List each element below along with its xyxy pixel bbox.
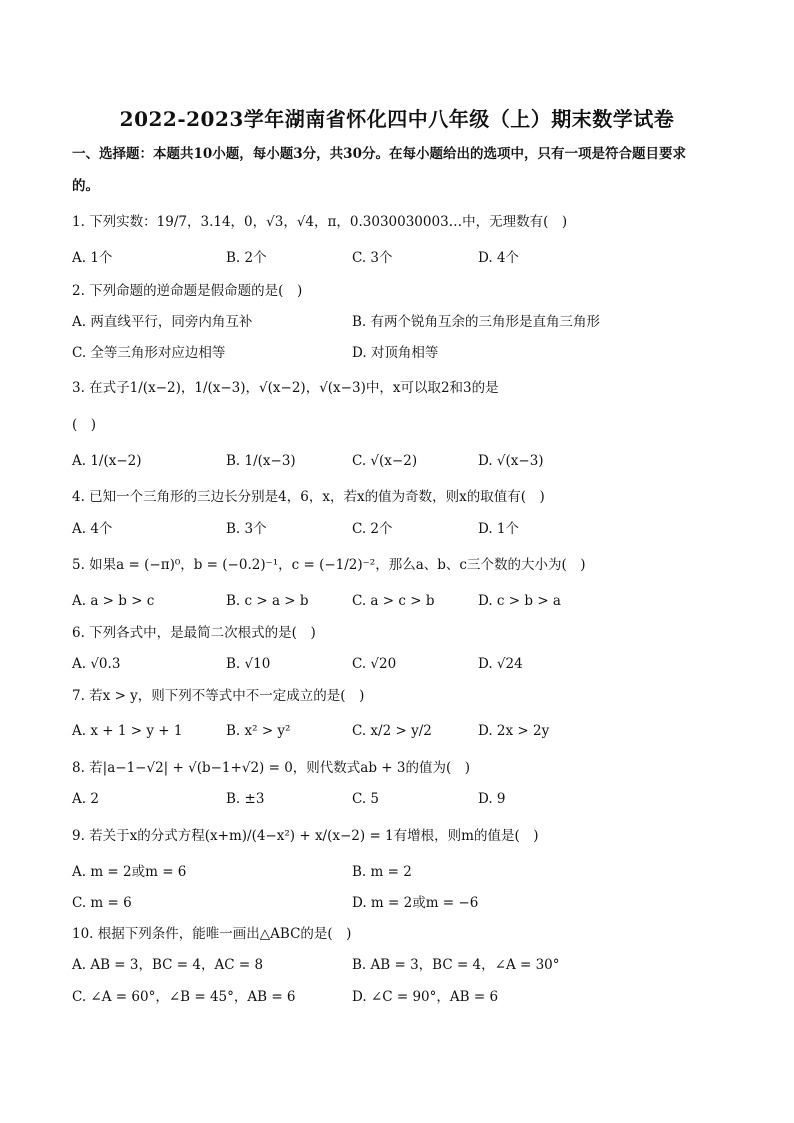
q1-option-b[interactable]: B. 2个 [226, 250, 267, 266]
section-heading: 一、选择题：本题共10小题，每小题3分，共30分。在每小题给出的选项中，只有一项是符合题目要求 [72, 146, 686, 162]
question-3-stem: 3. 在式子1/(x−2)，1/(x−3)，√(x−2)，√(x−3)中，x可以取2和3的是 [72, 380, 499, 396]
q8-option-b[interactable]: B. ±3 [226, 791, 265, 807]
q5-option-d[interactable]: D. c > b > a [478, 593, 561, 609]
q9-option-b[interactable]: B. m = 2 [352, 864, 412, 880]
q5-option-a[interactable]: A. a > b > c [72, 593, 155, 609]
q2-option-c[interactable]: C. 全等三角形对应边相等 [72, 345, 226, 361]
q6-option-b[interactable]: B. √10 [226, 656, 271, 672]
q3-option-c[interactable]: C. √(x−2) [352, 453, 418, 469]
q10-option-c[interactable]: C. ∠A = 60°，∠B = 45°，AB = 6 [72, 989, 296, 1005]
q7-option-c[interactable]: C. x/2 > y/2 [352, 723, 432, 739]
question-5-stem: 5. 如果a = (−π)⁰，b = (−0.2)⁻¹，c = (−1/2)⁻²，那么a、b、c三个数的大小为( ) [72, 557, 586, 573]
q9-option-a[interactable]: A. m = 2或m = 6 [72, 864, 187, 880]
q10-option-b[interactable]: B. AB = 3，BC = 4，∠A = 30° [352, 957, 560, 973]
q6-option-d[interactable]: D. √24 [478, 656, 523, 672]
q2-option-d[interactable]: D. 对顶角相等 [352, 345, 439, 361]
page-title: 2022-2023学年湖南省怀化四中八年级（上）期末数学试卷 [119, 107, 675, 131]
q1-option-a[interactable]: A. 1个 [72, 250, 113, 266]
q3-option-b[interactable]: B. 1/(x−3) [226, 453, 296, 469]
q4-option-c[interactable]: C. 2个 [352, 521, 393, 537]
question-8-stem: 8. 若|a−1−√2| + √(b−1+√2) = 0，则代数式ab + 3的值为( ) [72, 760, 470, 776]
question-7-stem: 7. 若x > y，则下列不等式中不一定成立的是( ) [72, 688, 365, 704]
question-9-stem: 9. 若关于x的分式方程(x+m)/(4−x²) + x/(x−2) = 1有增根，则m的值是( ) [72, 828, 539, 844]
q8-option-d[interactable]: D. 9 [478, 791, 506, 807]
q3-option-d[interactable]: D. √(x−3) [478, 453, 544, 469]
section-heading-cont: 的。 [72, 178, 99, 194]
q2-option-b[interactable]: B. 有两个锐角互余的三角形是直角三角形 [352, 314, 601, 330]
question-10-stem: 10. 根据下列条件，能唯一画出△ABC的是( ) [72, 926, 352, 942]
q7-option-d[interactable]: D. 2x > 2y [478, 723, 550, 739]
q4-option-d[interactable]: D. 1个 [478, 521, 520, 537]
q7-option-b[interactable]: B. x² > y² [226, 723, 291, 739]
q10-option-d[interactable]: D. ∠C = 90°，AB = 6 [352, 989, 499, 1005]
q9-option-c[interactable]: C. m = 6 [72, 895, 132, 911]
q5-option-c[interactable]: C. a > c > b [352, 593, 435, 609]
question-2-stem: 2. 下列命题的逆命题是假命题的是( ) [72, 283, 303, 299]
q6-option-a[interactable]: A. √0.3 [72, 656, 121, 672]
q1-option-c[interactable]: C. 3个 [352, 250, 393, 266]
q8-option-a[interactable]: A. 2 [72, 791, 99, 807]
q2-option-a[interactable]: A. 两直线平行，同旁内角互补 [72, 314, 253, 330]
q10-option-a[interactable]: A. AB = 3，BC = 4，AC = 8 [72, 957, 264, 973]
question-4-stem: 4. 已知一个三角形的三边长分别是4，6，x，若x的值为奇数，则x的取值有( ) [72, 489, 545, 505]
q9-option-d[interactable]: D. m = 2或m = −6 [352, 895, 479, 911]
question-3-paren: ( ) [72, 417, 97, 433]
question-6-stem: 6. 下列各式中，是最简二次根式的是( ) [72, 625, 316, 641]
q8-option-c[interactable]: C. 5 [352, 791, 380, 807]
question-1-stem: 1. 下列实数：19/7，3.14，0，√3，√4，π，0.3030030003…中，无理数有( ) [72, 214, 568, 230]
q4-option-b[interactable]: B. 3个 [226, 521, 267, 537]
q1-option-d[interactable]: D. 4个 [478, 250, 520, 266]
q4-option-a[interactable]: A. 4个 [72, 521, 113, 537]
q5-option-b[interactable]: B. c > a > b [226, 593, 309, 609]
q6-option-c[interactable]: C. √20 [352, 656, 397, 672]
q3-option-a[interactable]: A. 1/(x−2) [72, 453, 142, 469]
q7-option-a[interactable]: A. x + 1 > y + 1 [72, 723, 183, 739]
